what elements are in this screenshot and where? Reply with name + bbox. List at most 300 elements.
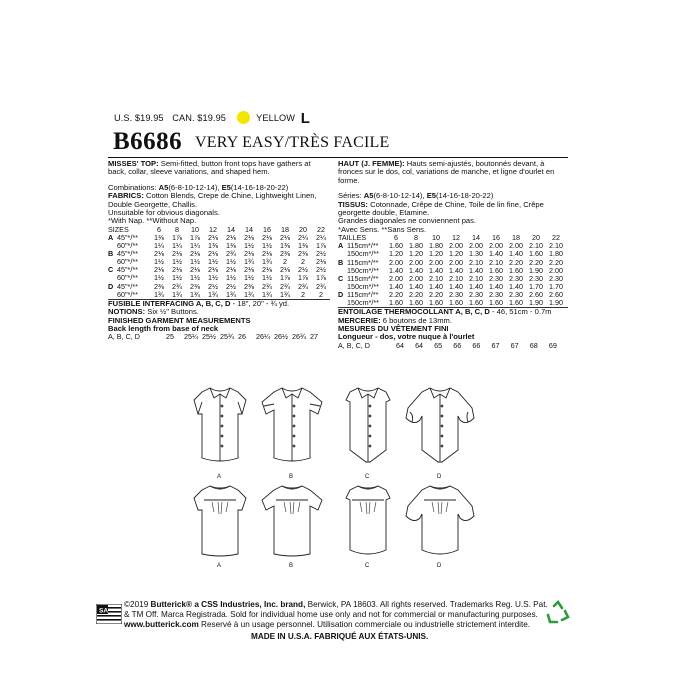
en-yardage-value: 2⅛: [262, 249, 272, 259]
fr-yardage-value: 2.20: [429, 289, 443, 299]
en-yardage-value: 2⅛: [208, 232, 218, 242]
en-yardage-value: 2½: [208, 281, 218, 291]
front-label-a: A: [217, 474, 222, 480]
fr-yardage-value: 2.00: [489, 241, 503, 251]
en-yardage-value: 2⅜: [280, 249, 290, 259]
price-can: CAN. $19.95: [172, 113, 226, 123]
size-letter: L: [300, 110, 310, 127]
fr-yardage-value: 1.80: [549, 249, 563, 259]
fr-yardage-value: 1.20: [409, 249, 423, 259]
en-notions-label: NOTIONS:: [108, 307, 146, 317]
en-size-header: 22: [317, 224, 325, 234]
fr-view-letter: A: [338, 241, 344, 251]
fr-fabric-width: 150cm*/**: [347, 265, 379, 275]
view-d-back-drawing: [404, 478, 476, 566]
en-yardage-value: 1⅞: [280, 273, 290, 283]
yellow-color-swatch-icon: [237, 111, 250, 124]
fr-fabric-width: 150cm*/**: [347, 249, 379, 259]
fr-yardage-value: 1.70: [529, 281, 543, 291]
en-size-header: 16: [263, 224, 271, 234]
fr-yardage-value: 1.60: [529, 249, 543, 259]
fr-yardage-value: 2.10: [469, 257, 483, 267]
en-desc-body: Semi-fitted, button front tops have gathers at back, collar, sleeve variations, and shaped hem.: [108, 159, 311, 177]
en-yardage-value: 1⅜: [208, 241, 218, 251]
en-yardage-value: 1½: [262, 273, 272, 283]
fr-yardage-value: 1.40: [409, 265, 423, 275]
en-fabric-width: 60"*/**: [117, 289, 138, 299]
en-yardage-value: 2¼: [316, 232, 326, 242]
en-yardage-value: 1⅜: [226, 241, 236, 251]
en-yardage-value: 1¼: [190, 241, 200, 251]
en-measurements-table: [108, 333, 328, 341]
en-measure-value: 25: [166, 332, 174, 342]
fr-view-letter: C: [338, 273, 344, 283]
fr-yardage-value: 1.30: [469, 249, 483, 259]
en-size-header: 20: [299, 224, 307, 234]
fr-combo-e5-sizes: (14-16-18-20-22): [435, 191, 494, 201]
en-yardage-value: 2⅛: [244, 249, 254, 259]
fr-yardage-value: 1.60: [469, 298, 483, 307]
en-sizes-header-row: [108, 226, 330, 234]
fr-measure-value: 66: [472, 340, 481, 350]
en-yardage-row: [108, 283, 330, 291]
en-yardage-row: [108, 274, 330, 282]
recycle-icon: [545, 600, 571, 626]
en-measure-value: 26: [238, 332, 246, 342]
en-size-header: 12: [209, 224, 217, 234]
en-measure-value: 25¼: [184, 332, 198, 342]
en-yardage-value: 2½: [316, 265, 326, 275]
en-measure-value: 26½: [274, 332, 288, 342]
en-size-header: 10: [191, 224, 199, 234]
fr-yardage-value: 2.10: [549, 241, 563, 251]
en-measure-value: 27: [310, 332, 318, 342]
en-yardage-value: 2¾: [316, 281, 326, 291]
fr-yardage-value: 2.10: [469, 273, 483, 283]
fr-fabric-width: 150cm*/**: [347, 298, 379, 307]
fr-notions-label: MERCERIE:: [338, 315, 381, 325]
en-yardage-value: 2⅜: [190, 281, 200, 291]
en-measure-row: [108, 333, 328, 341]
color-label: YELLOW: [256, 113, 296, 123]
fr-yardage-value: 1.80: [409, 241, 423, 251]
fr-yardage-row: [338, 299, 566, 307]
en-yardage-value: 2⅛: [262, 232, 272, 242]
en-yardage-value: 1⅜: [280, 241, 290, 251]
fr-view-letter: D: [338, 289, 344, 299]
fr-measure-value: 64: [395, 340, 404, 350]
en-fabric-width: 45"*/**: [117, 281, 138, 291]
en-yardage-value: 2⅛: [154, 265, 164, 275]
en-combo-e5: E5: [221, 182, 231, 192]
copyright-line-3: [124, 620, 548, 630]
en-yardage-value: 1½: [262, 241, 272, 251]
en-measure-value: 26¾: [292, 332, 306, 342]
en-yardage-value: 2⅛: [226, 265, 236, 275]
en-yardage-value: 1½: [244, 273, 254, 283]
fr-size-header: 22: [552, 233, 560, 243]
en-yardage-value: 2: [283, 257, 287, 267]
fr-combo-e5: E5: [426, 191, 436, 201]
en-yardage-value: 1⅞: [316, 273, 326, 283]
fr-yardage-value: 1.40: [449, 265, 463, 275]
fr-yardage-value: 1.70: [549, 281, 563, 291]
en-yardage-value: 1½: [208, 273, 218, 283]
fr-yardage-value: 1.90: [529, 265, 543, 275]
fr-measure-value: 69: [548, 340, 557, 350]
fr-measure-value: 68: [529, 340, 538, 350]
en-yardage-value: 1¾: [226, 289, 236, 299]
en-yardage-value: 1¼: [172, 241, 182, 251]
fr-size-header: 20: [532, 233, 540, 243]
french-notice: Reservé à un usage personnel. Utilisation commerciale ou industrielle strictement interdite.: [201, 620, 531, 630]
fr-yardage-value: 2.00: [549, 265, 563, 275]
en-yardage-value: 2⅛: [172, 249, 182, 259]
fr-yardage-value: 2.20: [389, 289, 403, 299]
fr-size-header: 8: [414, 233, 418, 243]
fr-description: [338, 160, 568, 185]
fr-size-header: 10: [432, 233, 440, 243]
en-yardage-value: 1¾: [190, 289, 200, 299]
en-yardage-value: 2¾: [298, 281, 308, 291]
fr-yardage-value: 1.40: [509, 249, 523, 259]
fr-measure-row: [338, 342, 568, 350]
view-c-front-drawing: [336, 380, 400, 472]
en-sizes-label: SIZES: [108, 224, 129, 234]
en-yardage-value: 2: [301, 257, 305, 267]
fr-yardage-value: 1.90: [529, 298, 543, 307]
fr-yardage-value: 2.30: [509, 273, 523, 283]
en-yardage-value: 2⅜: [154, 281, 164, 291]
fr-measurements-table: [338, 342, 568, 350]
fr-yardage-value: 2.20: [549, 257, 563, 267]
en-size-header: 18: [281, 224, 289, 234]
fr-notions-value: 6 boutons de 13mm.: [382, 315, 452, 325]
fr-yardage-value: 1.20: [389, 249, 403, 259]
fr-back-length-label: Longueur - dos, votre nuque à l'ourlet: [338, 332, 475, 342]
fr-yardage-value: 2.10: [529, 241, 543, 251]
en-yardage-value: 2¾: [280, 281, 290, 291]
en-yardage-value: 2⅛: [208, 265, 218, 275]
en-yardage-value: 1¾: [262, 257, 272, 267]
fr-yardage-value: 2.00: [389, 273, 403, 283]
en-yardage-value: 1½: [226, 273, 236, 283]
en-fabrics-label: FABRICS:: [108, 191, 144, 201]
fr-yardage-value: 1.40: [429, 281, 443, 291]
fr-yardage-value: 1.40: [389, 265, 403, 275]
price-us: U.S. $19.95: [114, 113, 164, 123]
en-yardage-value: 1¾: [172, 289, 182, 299]
en-combo-a5-sizes: (6-8-10-12-14),: [168, 182, 220, 192]
en-yardage-value: 2⅛: [172, 265, 182, 275]
en-yardage-value: 2⅛: [226, 232, 236, 242]
back-label-b: B: [289, 563, 294, 569]
fr-yardage-value: 2.10: [449, 273, 463, 283]
fr-yardage-value: 1.40: [469, 265, 483, 275]
fr-yardage-value: 2.60: [529, 289, 543, 299]
en-yardage-value: 1½: [172, 273, 182, 283]
fr-view-letter: B: [338, 257, 344, 267]
en-yardage-value: 1½: [154, 257, 164, 267]
fr-yardage-value: 1.20: [449, 249, 463, 259]
en-yardage-value: 2¾: [172, 281, 182, 291]
en-yardage-value: 1½: [244, 241, 254, 251]
en-size-header: 14: [245, 224, 253, 234]
fr-desc-title: HAUT (J. FEMME):: [338, 159, 405, 168]
en-yardage-value: 1⅜: [154, 232, 164, 242]
fr-fabric-width: 115cm*/**: [347, 241, 379, 251]
en-yardage-value: 1⅜: [298, 241, 308, 251]
front-label-d: D: [437, 474, 442, 480]
fr-yardage-value: 1.40: [389, 281, 403, 291]
en-finished-label: FINISHED GARMENT MEASUREMENTS: [108, 315, 251, 325]
en-yardage-value: 1¾: [208, 289, 218, 299]
fr-yardage-value: 2.00: [509, 241, 523, 251]
fr-nap-note: *Avec Sens. **Sans Sens.: [338, 224, 427, 234]
en-fabrics-text: Cotton Blends, Crepe de Chine, Lightweight Linen, Double Georgette, Challis.: [108, 191, 317, 209]
en-desc-title: MISSES' TOP:: [108, 159, 159, 168]
en-yardage-value: 2⅛: [190, 249, 200, 259]
fr-size-header: 18: [512, 233, 520, 243]
en-yardage-value: 1½: [190, 273, 200, 283]
fr-yardage-value: 2.00: [409, 273, 423, 283]
price-line: [114, 110, 316, 127]
front-label-c: C: [365, 474, 370, 480]
fr-fabric-width: 115cm*/**: [347, 289, 379, 299]
fr-fabric-width: 150cm*/**: [347, 281, 379, 291]
en-yardage-value: 2⅛: [280, 232, 290, 242]
fr-yardage-value: 1.60: [509, 265, 523, 275]
en-interfacing-label: FUSIBLE INTERFACING A, B, C, D: [108, 298, 231, 308]
en-yardage-value: 1⅞: [190, 232, 200, 242]
fr-yardage-value: 2.30: [489, 273, 503, 283]
header-rule: [108, 157, 568, 158]
en-yardage-value: 1¼: [154, 241, 164, 251]
fr-yardage-value: 2.00: [389, 257, 403, 267]
fr-yardage-table: [338, 234, 566, 307]
made-in-usa: MADE IN U.S.A. FABRIQUÉ AUX ÉTATS-UNIS.: [251, 632, 429, 641]
english-column: [108, 160, 330, 341]
fr-yardage-value: 2.20: [529, 257, 543, 267]
en-size-header: 8: [175, 224, 179, 234]
en-fabric-width: 45"*/**: [117, 232, 138, 242]
en-yardage-value: 2⅛: [190, 265, 200, 275]
fr-yardage-value: 1.60: [449, 298, 463, 307]
en-measure-value: 25½: [202, 332, 216, 342]
en-yardage-value: 2¾: [262, 281, 272, 291]
fr-yardage-value: 1.80: [429, 241, 443, 251]
en-fabric-width: 45"*/**: [117, 265, 138, 275]
en-yardage-value: 2⅛: [154, 249, 164, 259]
en-back-length-label: Back length from base of neck: [108, 323, 219, 333]
en-yardage-row: [108, 291, 330, 299]
fr-unsuitable: Grandes diagonales ne conviennent pas.: [338, 216, 477, 226]
fr-yardage-value: 1.90: [549, 298, 563, 307]
en-fabrics: [108, 192, 330, 209]
fr-interfacing-label: ENTOILAGE THERMOCOLLANT A, B, C, D: [338, 307, 490, 317]
view-b-back-drawing: [260, 478, 324, 566]
en-combo-a5: A5: [158, 182, 169, 192]
view-d-front-drawing: [404, 380, 476, 472]
en-fabric-width: 60"*/**: [117, 241, 138, 251]
en-view-letter: A: [108, 232, 114, 242]
fr-desc-body: Hauts semi-ajustés, boutonnés devant, à fronces sur le dos, col, variations de manche, et ligne d'ourlet en forme.: [338, 159, 555, 185]
en-yardage-value: 2⅛: [262, 265, 272, 275]
en-unsuitable: Unsuitable for obvious diagonals.: [108, 208, 220, 218]
fr-yardage-value: 2.10: [429, 273, 443, 283]
fr-combo-a5-sizes: (6-8-10-12-14),: [373, 191, 425, 201]
en-fabric-width: 60"*/**: [117, 257, 138, 267]
en-yardage-table: [108, 226, 330, 299]
view-a-front-drawing: [188, 380, 252, 472]
fr-yardage-value: 1.60: [389, 298, 403, 307]
fr-yardage-value: 2.00: [409, 257, 423, 267]
copyright-year: ©2019: [124, 600, 149, 609]
en-view-letter: [108, 291, 117, 299]
fr-size-header: 14: [472, 233, 480, 243]
en-description: [108, 160, 330, 177]
fr-fabrics-text: Cotonnade, Crêpe de Chine, Toile de lin fine, Crêpe georgette double, Etamine.: [338, 199, 544, 218]
fr-fabric-width: 115cm*/**: [347, 273, 379, 283]
difficulty-label: VERY EASY/TRÈS FACILE: [195, 134, 390, 151]
en-yardage-value: 2½: [226, 281, 236, 291]
en-yardage-row: [108, 266, 330, 274]
en-yardage-value: 1⅞: [316, 241, 326, 251]
fr-yardage-value: 1.40: [449, 281, 463, 291]
fr-yardage-value: 2.20: [409, 289, 423, 299]
back-label-d: D: [437, 563, 442, 569]
fr-interfacing-value: - 46, 51cm - 0.7m: [492, 307, 552, 317]
en-yardage-value: 2¾: [226, 249, 236, 259]
en-fabric-width: 45"*/**: [117, 249, 138, 259]
en-yardage-value: 1¾: [280, 289, 290, 299]
en-yardage-value: 2⅛: [244, 265, 254, 275]
fr-yardage-value: 1.40: [489, 249, 503, 259]
en-measure-value: 26¼: [256, 332, 270, 342]
fr-size-header: 12: [452, 233, 460, 243]
fr-yardage-value: 1.40: [469, 281, 483, 291]
en-yardage-value: 2⅛: [208, 249, 218, 259]
fr-yardage-value: 2.30: [549, 273, 563, 283]
fr-yardage-value: 2.10: [489, 257, 503, 267]
en-view-letter: C: [108, 265, 114, 275]
en-yardage-value: 1¾: [262, 289, 272, 299]
en-yardage-row: [108, 242, 330, 250]
copyright-line-2: & TM Off. Marca Registrada. Sold for individual home use only and not for commercial or manufacturing purposes.: [124, 610, 538, 620]
en-combos-label: Combinations:: [108, 182, 157, 192]
en-yardage-value: 2½: [298, 265, 308, 275]
fr-yardage-value: 1.40: [409, 281, 423, 291]
en-yardage-value: 2⅛: [244, 232, 254, 242]
fr-measure-value: 64: [415, 340, 424, 350]
en-yardage-row: [108, 250, 330, 258]
en-yardage-value: 1⅞: [172, 232, 182, 242]
en-yardage-row: [108, 234, 330, 242]
fr-yardage-value: 2.30: [469, 289, 483, 299]
en-measure-views: A, B, C, D: [108, 332, 140, 342]
fr-fabrics-label: TISSUS:: [338, 199, 368, 209]
fr-finished-label: MESURES DU VÊTEMENT FINI: [338, 323, 449, 333]
fr-yardage-value: 2.00: [429, 257, 443, 267]
en-yardage-value: 2⅛: [316, 257, 326, 267]
fr-size-header: 6: [394, 233, 398, 243]
fr-measure-views: A, B, C, D: [338, 340, 370, 350]
copyright-line-1: [124, 600, 548, 610]
back-label-c: C: [365, 563, 370, 569]
fr-measure-value: 65: [434, 340, 443, 350]
fr-view-letter: [338, 299, 347, 307]
en-yardage-row: [108, 258, 330, 266]
en-yardage-value: 1¾: [154, 289, 164, 299]
pattern-number: B6686: [113, 128, 183, 155]
en-nap-note: *With Nap. **Without Nap.: [108, 216, 197, 226]
en-yardage-value: 1½: [190, 257, 200, 267]
en-interfacing-value: - 18", 20" - ¾ yd.: [232, 298, 290, 308]
en-notions-value: Six ½" Buttons.: [147, 307, 199, 317]
en-yardage-value: 2⅜: [298, 249, 308, 259]
fr-yardage-value: 1.40: [489, 281, 503, 291]
fr-yardage-value: 2.00: [449, 241, 463, 251]
en-yardage-value: 1½: [154, 273, 164, 283]
copyright-block: [124, 600, 548, 631]
fr-yardage-value: 1.20: [429, 249, 443, 259]
view-b-front-drawing: [260, 380, 324, 472]
view-c-back-drawing: [336, 478, 400, 566]
sewing-association-flag-logo: [96, 604, 122, 624]
fr-yardage-value: 2.00: [469, 241, 483, 251]
copyright-rest: Berwick, PA 18603. All rights reserved. Trademarks Reg. U.S. Pat.: [307, 600, 548, 609]
en-yardage-value: 1½: [226, 257, 236, 267]
fr-yardage-value: 2.30: [449, 289, 463, 299]
fr-fabric-width: 115cm*/**: [347, 257, 379, 267]
fr-yardage-value: 1.60: [389, 241, 403, 251]
view-a-back-drawing: [188, 478, 252, 566]
en-yardage-value: 2⅜: [244, 281, 254, 291]
en-yardage-value: 2¼: [298, 232, 308, 242]
front-label-b: B: [289, 474, 294, 480]
en-size-header: 14: [227, 224, 235, 234]
fr-yardage-value: 1.60: [489, 298, 503, 307]
website-link[interactable]: www.butterick.com: [124, 620, 199, 630]
fr-yardage-value: 2.30: [489, 289, 503, 299]
en-fabric-width: 60"*/**: [117, 273, 138, 283]
fr-yardage-value: 1.40: [509, 281, 523, 291]
fr-measure-value: 67: [491, 340, 500, 350]
fr-combos-label: Séries:: [338, 191, 362, 201]
en-yardage-value: 1½: [172, 257, 182, 267]
fr-yardage-value: 2.00: [449, 257, 463, 267]
fr-sizes-label: TAILLES: [338, 233, 367, 243]
en-view-letter: B: [108, 249, 114, 259]
fr-yardage-value: 2.20: [509, 257, 523, 267]
fr-yardage-value: 2.30: [529, 273, 543, 283]
fr-yardage-value: 1.60: [429, 298, 443, 307]
fr-fabrics: [338, 201, 568, 218]
brand-name: Butterick® a CSS Industries, Inc. brand,: [150, 600, 306, 609]
fr-yardage-value: 1.60: [489, 265, 503, 275]
en-yardage-value: 1½: [208, 257, 218, 267]
french-column: [338, 160, 568, 350]
en-yardage-value: 2: [319, 289, 323, 299]
en-yardage-value: 2½: [316, 249, 326, 259]
svg-text:SA: SA: [99, 607, 109, 615]
en-yardage-value: 2⅛: [280, 265, 290, 275]
en-combo-e5-sizes: (14-16-18-20-22): [230, 182, 289, 192]
fr-combo-a5: A5: [363, 191, 374, 201]
en-yardage-value: 1¾: [244, 289, 254, 299]
en-yardage-value: 1¾: [244, 257, 254, 267]
fr-measure-value: 67: [510, 340, 519, 350]
